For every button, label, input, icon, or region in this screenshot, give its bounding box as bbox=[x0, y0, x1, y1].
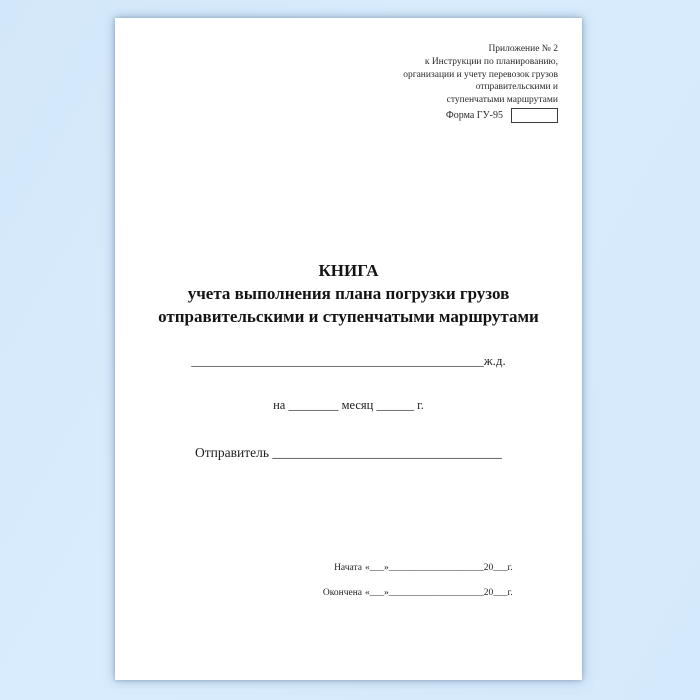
form-number-row bbox=[446, 108, 558, 123]
finished-label: Окончена bbox=[322, 588, 362, 598]
document-title bbox=[115, 259, 582, 328]
started-blank: «___»____________________20___г. bbox=[365, 563, 513, 573]
sender-blank: __________________________________ bbox=[272, 445, 502, 460]
sender-line bbox=[195, 444, 502, 461]
railway-suffix: ж.д. bbox=[483, 353, 506, 368]
appendix-line: отправительскими и bbox=[475, 82, 558, 93]
title-line-sub1: учета выполнения плана погрузки грузов bbox=[187, 284, 510, 303]
form-number-label: Форма ГУ-95 bbox=[445, 110, 503, 121]
finished-blank: «___»____________________20___г. bbox=[365, 588, 513, 598]
appendix-line: организации и учету перевозок грузов bbox=[403, 69, 558, 80]
started-row bbox=[320, 556, 513, 581]
appendix-line: ступенчатыми маршрутами bbox=[446, 95, 558, 106]
finished-row bbox=[320, 581, 513, 606]
started-label: Начата bbox=[334, 563, 362, 573]
month-line: на ________ месяц ______ г. bbox=[273, 398, 424, 412]
document-page bbox=[115, 18, 582, 680]
railway-blank: _____________________________________________ bbox=[191, 353, 484, 368]
footer-dates bbox=[320, 556, 513, 606]
form-number-box bbox=[511, 108, 558, 123]
title-line-main: КНИГА bbox=[318, 261, 379, 280]
appendix-line: Приложение № 2 bbox=[488, 44, 558, 54]
railway-line bbox=[115, 353, 582, 369]
sender-label: Отправитель bbox=[195, 445, 269, 460]
appendix-note bbox=[403, 43, 558, 107]
title-line-sub2: отправительскими и ступенчатыми маршрутами bbox=[158, 307, 539, 326]
appendix-line: к Инструкции по планированию, bbox=[424, 56, 558, 67]
